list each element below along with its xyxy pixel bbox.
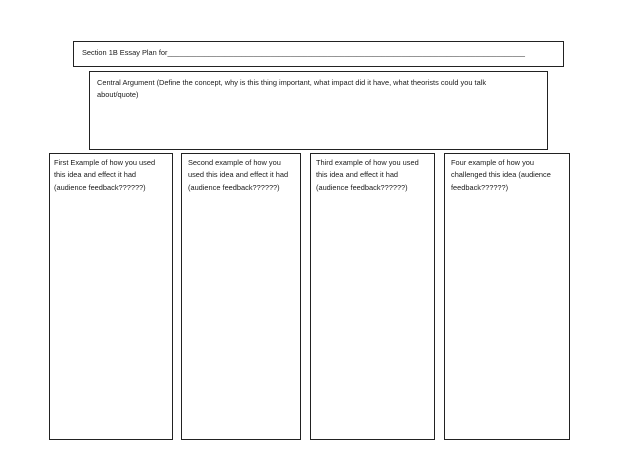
third-example-box <box>310 153 435 440</box>
first-example-prompt: First Example of how you used this idea and effect it had (audience feedback??????) <box>54 158 156 192</box>
essay-plan-title: Section 1B Essay Plan for_______________________________________________________________________________________ <box>82 48 526 57</box>
second-example-box <box>181 153 301 440</box>
central-argument-prompt: Central Argument (Define the concept, why is this thing important, what impact did it have, what theorists could you talk about/quote) <box>97 78 487 100</box>
third-example-prompt: Third example of how you used this idea and effect it had (audience feedback??????) <box>316 158 419 192</box>
essay-plan-title-box <box>73 41 564 67</box>
fourth-example-box <box>444 153 570 440</box>
fourth-example-prompt: Four example of how you challenged this idea (audience feedback??????) <box>451 158 551 192</box>
first-example-box <box>49 153 173 440</box>
central-argument-box <box>89 71 548 150</box>
second-example-prompt: Second example of how you used this idea and effect it had (audience feedback??????) <box>188 158 289 192</box>
